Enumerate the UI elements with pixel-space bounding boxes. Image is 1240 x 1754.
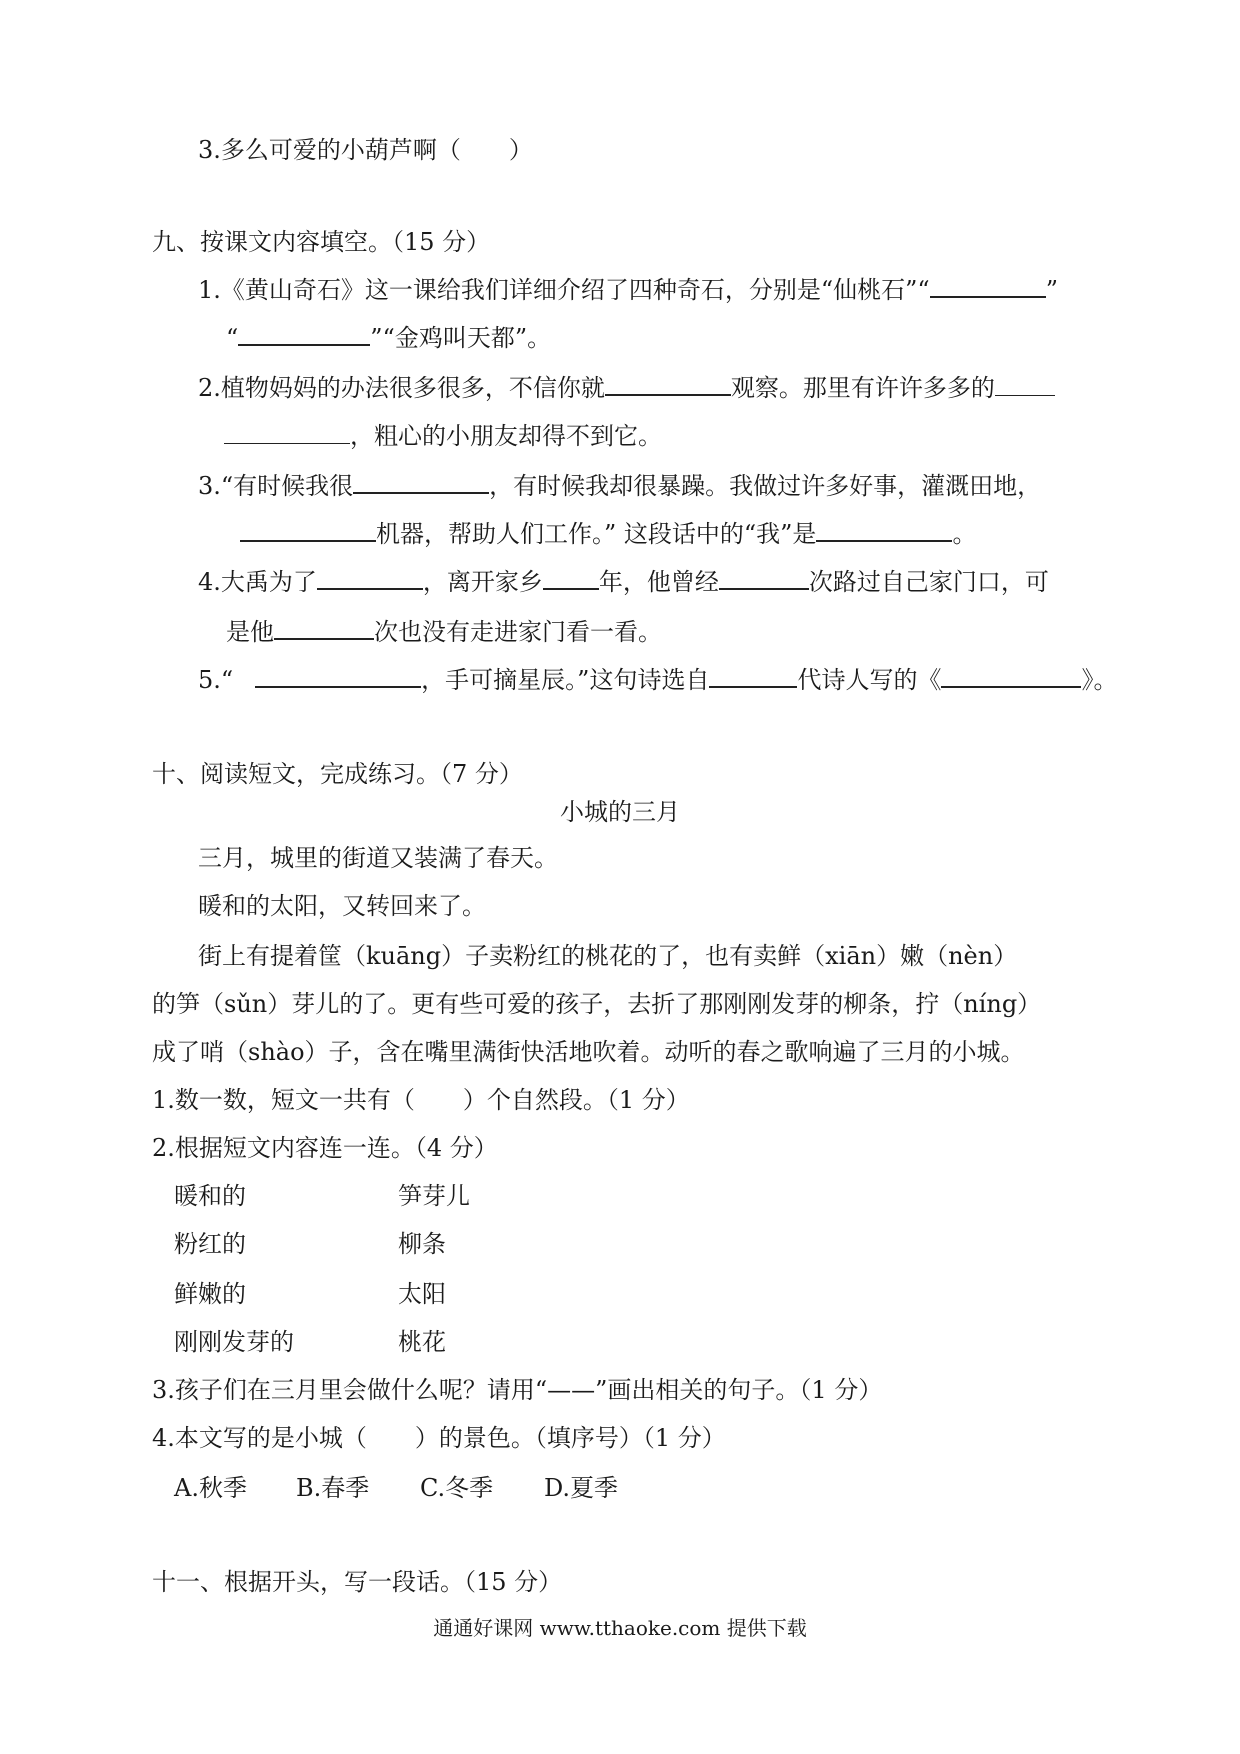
question-text: ，手可摘星辰。”这句诗选自 — [421, 666, 710, 694]
question-line: 4.本文写的是小城（ ）的景色。（填序号）（1 分） — [152, 1424, 726, 1452]
question-text: 年，他曾经 — [598, 568, 719, 596]
question-text: 3.“有时候我很 — [198, 472, 354, 500]
answer-blank[interactable] — [240, 518, 376, 542]
passage-paragraph: 的笋（sǔn）芽儿的了。更有些可爱的孩子，去折了那刚刚发芽的柳条，拧（níng） — [152, 990, 1042, 1018]
passage-paragraph: 暖和的太阳，又转回来了。 — [198, 892, 486, 920]
question-text: 次也没有走进家门看一看。 — [374, 618, 662, 646]
answer-blank[interactable] — [941, 664, 1081, 688]
question-line: 3.多么可爱的小葫芦啊（ ） — [198, 136, 533, 164]
answer-blank[interactable] — [543, 566, 599, 590]
answer-blank[interactable] — [238, 322, 370, 346]
match-left-item[interactable]: 刚刚发芽的 — [174, 1328, 294, 1356]
answer-blank[interactable] — [719, 566, 809, 590]
question-line — [226, 322, 551, 354]
question-text: ” — [1045, 276, 1058, 304]
passage-paragraph: 成了哨（shào）子，含在嘴里满街快活地吹着。动听的春之歌响遍了三月的小城。 — [152, 1038, 1025, 1066]
choice-option[interactable]: B.春季 — [296, 1474, 370, 1502]
question-line — [198, 274, 1058, 306]
question-line — [198, 470, 1041, 502]
passage-paragraph: 三月，城里的街道又装满了春天。 — [198, 844, 558, 872]
passage-paragraph: 街上有提着筐（kuāng）子卖粉红的桃花的了，也有卖鲜（xiān）嫩（nèn） — [198, 942, 1018, 970]
choice-option[interactable]: D.夏季 — [544, 1474, 619, 1502]
question-line — [198, 664, 1117, 696]
match-right-item[interactable]: 笋芽儿 — [398, 1182, 470, 1210]
passage-title: 小城的三月 — [560, 798, 680, 826]
question-text: ，粗心的小朋友却得不到它。 — [350, 422, 662, 450]
question-text: “ — [226, 324, 239, 352]
question-line — [226, 616, 662, 648]
question-text: 1.《黄山奇石》这一课给我们详细介绍了四种奇石，分别是“仙桃石”“ — [198, 276, 930, 304]
answer-blank[interactable] — [709, 664, 797, 688]
question-line — [240, 518, 976, 550]
question-line — [198, 566, 1049, 598]
question-line: 1.数一数，短文一共有（ ）个自然段。（1 分） — [152, 1086, 690, 1114]
question-text: ，离开家乡 — [422, 568, 543, 596]
match-left-item[interactable]: 粉红的 — [174, 1230, 246, 1258]
section-heading: 十、阅读短文，完成练习。（7 分） — [152, 760, 523, 788]
answer-blank[interactable] — [317, 566, 423, 590]
question-text: ”“金鸡叫天都”。 — [370, 324, 552, 352]
match-right-item[interactable]: 太阳 — [398, 1280, 446, 1308]
question-text: 机器，帮助人们工作。” 这段话中的“我”是 — [376, 520, 817, 548]
match-right-item[interactable]: 桃花 — [398, 1328, 446, 1356]
question-text: 观察。那里有许许多多的 — [730, 374, 995, 402]
question-text: 》。 — [1081, 666, 1118, 694]
answer-blank[interactable] — [224, 421, 350, 444]
answer-blank[interactable] — [255, 664, 421, 688]
match-left-item[interactable]: 暖和的 — [174, 1182, 246, 1210]
question-line — [198, 372, 1055, 404]
question-text: 5.“ — [198, 666, 234, 694]
choice-option[interactable]: A.秋季 — [174, 1474, 247, 1502]
answer-blank[interactable] — [816, 518, 952, 542]
question-text: 4.大禹为了 — [198, 568, 317, 596]
question-text: 2.植物妈妈的办法很多很多，不信你就 — [198, 374, 605, 402]
question-text: 是他 — [226, 618, 274, 646]
question-line: 3.孩子们在三月里会做什么呢？请用“——”画出相关的句子。（1 分） — [152, 1376, 883, 1404]
question-text: 次路过自己家门口，可 — [808, 568, 1049, 596]
match-right-item[interactable]: 柳条 — [398, 1230, 446, 1258]
question-text: 代诗人写的《 — [797, 666, 942, 694]
answer-blank[interactable] — [930, 274, 1046, 298]
section-heading: 十一、根据开头，写一段话。（15 分） — [152, 1568, 563, 1596]
choice-option[interactable]: C.冬季 — [420, 1474, 494, 1502]
question-text: 。 — [952, 520, 977, 548]
answer-blank[interactable] — [274, 616, 374, 640]
section-heading: 九、按课文内容填空。（15 分） — [152, 228, 491, 256]
page-footer: 通通好课网 www.tthaoke.com 提供下载 — [433, 1616, 807, 1640]
answer-blank[interactable] — [605, 372, 731, 396]
question-line: 2.根据短文内容连一连。（4 分） — [152, 1134, 498, 1162]
answer-blank[interactable] — [353, 470, 489, 494]
question-text: ，有时候我却很暴躁。我做过许多好事，灌溉田地， — [489, 472, 1042, 500]
question-line — [224, 420, 662, 452]
match-left-item[interactable]: 鲜嫩的 — [174, 1280, 246, 1308]
answer-blank[interactable] — [995, 373, 1055, 396]
